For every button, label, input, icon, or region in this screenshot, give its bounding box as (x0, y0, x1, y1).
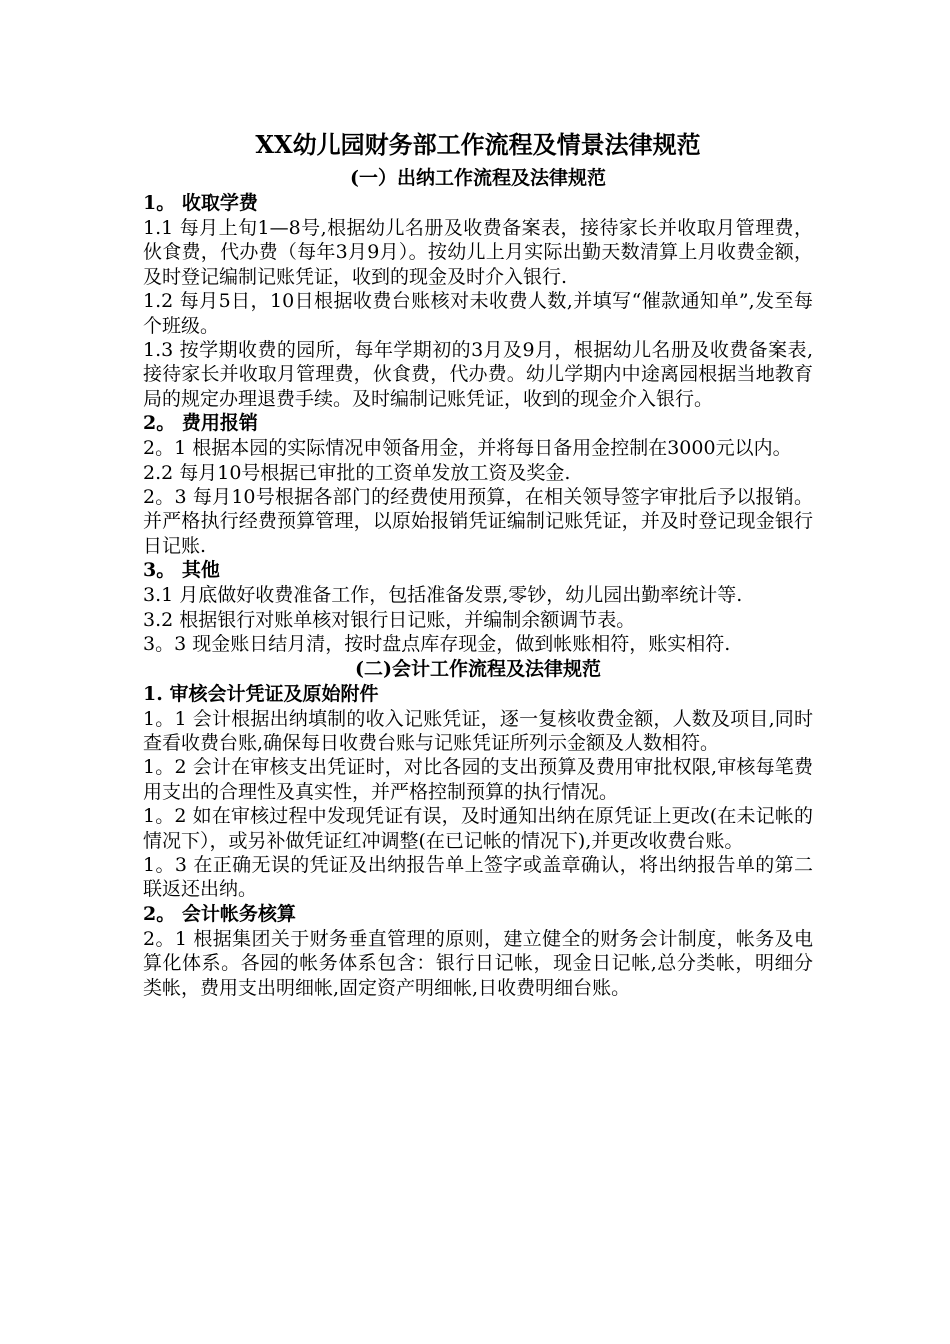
paragraph: 3.1 月底做好收费准备工作，包括准备发票,零钞，幼儿园出勤率统计等. (143, 584, 743, 607)
paragraph: 1.3 按学期收费的园所，每年学期初的3月及9月，根据幼儿名册及收费备案表,接待家长并收取月管理费，伙食费，代办费。幼儿学期内中途离园根据当地教育局的规定办理退费手续。及时编制记账凭证，收到的现金介入银行。 (143, 339, 813, 410)
paragraph: 1.1 每月上旬1—8号,根据幼儿名册及收费备案表，接待家长并收取月管理费，伙食费，代办费（每年3月9月）。按幼儿上月实际出勤天数清算上月收费金额，及时登记编制记账凭证，收到的现金及时介入银行. (143, 217, 813, 288)
document-page (143, 128, 813, 1000)
paragraph: 1。2 如在审核过程中发现凭证有误，及时通知出纳在原凭证上更改(在未记帐的情况下），或另补做凭证红冲调整(在已记帐的情况下),并更改收费台账。 (143, 805, 813, 852)
paragraph: 2。1 根据集团关于财务垂直管理的原则，建立健全的财务会计制度，帐务及电算化体系。各园的帐务体系包含：银行日记帐，现金日记帐,总分类帐，明细分类帐，费用支出明细帐,固定资产明细帐,日收费明细台账。 (143, 927, 813, 999)
subheading-expense-reimbursement: 2。 费用报销 (143, 412, 258, 435)
paragraph: 3.2 根据银行对账单核对银行日记账，并编制余额调节表。 (143, 608, 636, 631)
paragraph: 1。2 会计在审核支出凭证时，对比各园的支出预算及费用审批权限,审核每笔费用支出的合理性及真实性，并严格控制预算的执行情况。 (143, 756, 813, 803)
section-title-cashier: (一）出纳工作流程及法律规范 (350, 167, 606, 189)
subheading-bookkeeping: 2。 会计帐务核算 (143, 902, 296, 925)
paragraph: 2.2 每月10号根据已审批的工资单发放工资及奖金. (143, 461, 571, 484)
paragraph: 2。3 每月10号根据各部门的经费使用预算，在相关领导签字审批后予以报销。并严格执行经费预算管理，以原始报销凭证编制记账凭证，并及时登记现金银行日记账. (143, 486, 813, 557)
paragraph: 1.2 每月5日，10日根据收费台账核对未收费人数,并填写“催款通知单”,发至每个班级。 (143, 290, 813, 337)
paragraph: 2。1 根据本园的实际情况申领备用金，并将每日备用金控制在3000元以内。 (143, 437, 792, 460)
paragraph: 1。1 会计根据出纳填制的收入记账凭证，逐一复核收费金额，人数及项目,同时查看收费台账,确保每日收费台账与记账凭证所列示金额及人数相符。 (143, 707, 813, 754)
subheading-audit-vouchers: 1. 审核会计凭证及原始附件 (143, 682, 379, 705)
paragraph: 1。3 在正确无误的凭证及出纳报告单上签字或盖章确认，将出纳报告单的第二联返还出纳。 (143, 853, 813, 901)
paragraph: 3。3 现金账日结月清，按时盘点库存现金，做到帐账相符，账实相符. (143, 633, 731, 656)
section-title-accounting: (二)会计工作流程及法律规范 (355, 657, 601, 680)
subheading-other: 3。 其他 (143, 559, 220, 582)
document-title: XX幼儿园财务部工作流程及情景法律规范 (255, 130, 701, 159)
subheading-collect-fees: 1。 收取学费 (143, 192, 258, 214)
